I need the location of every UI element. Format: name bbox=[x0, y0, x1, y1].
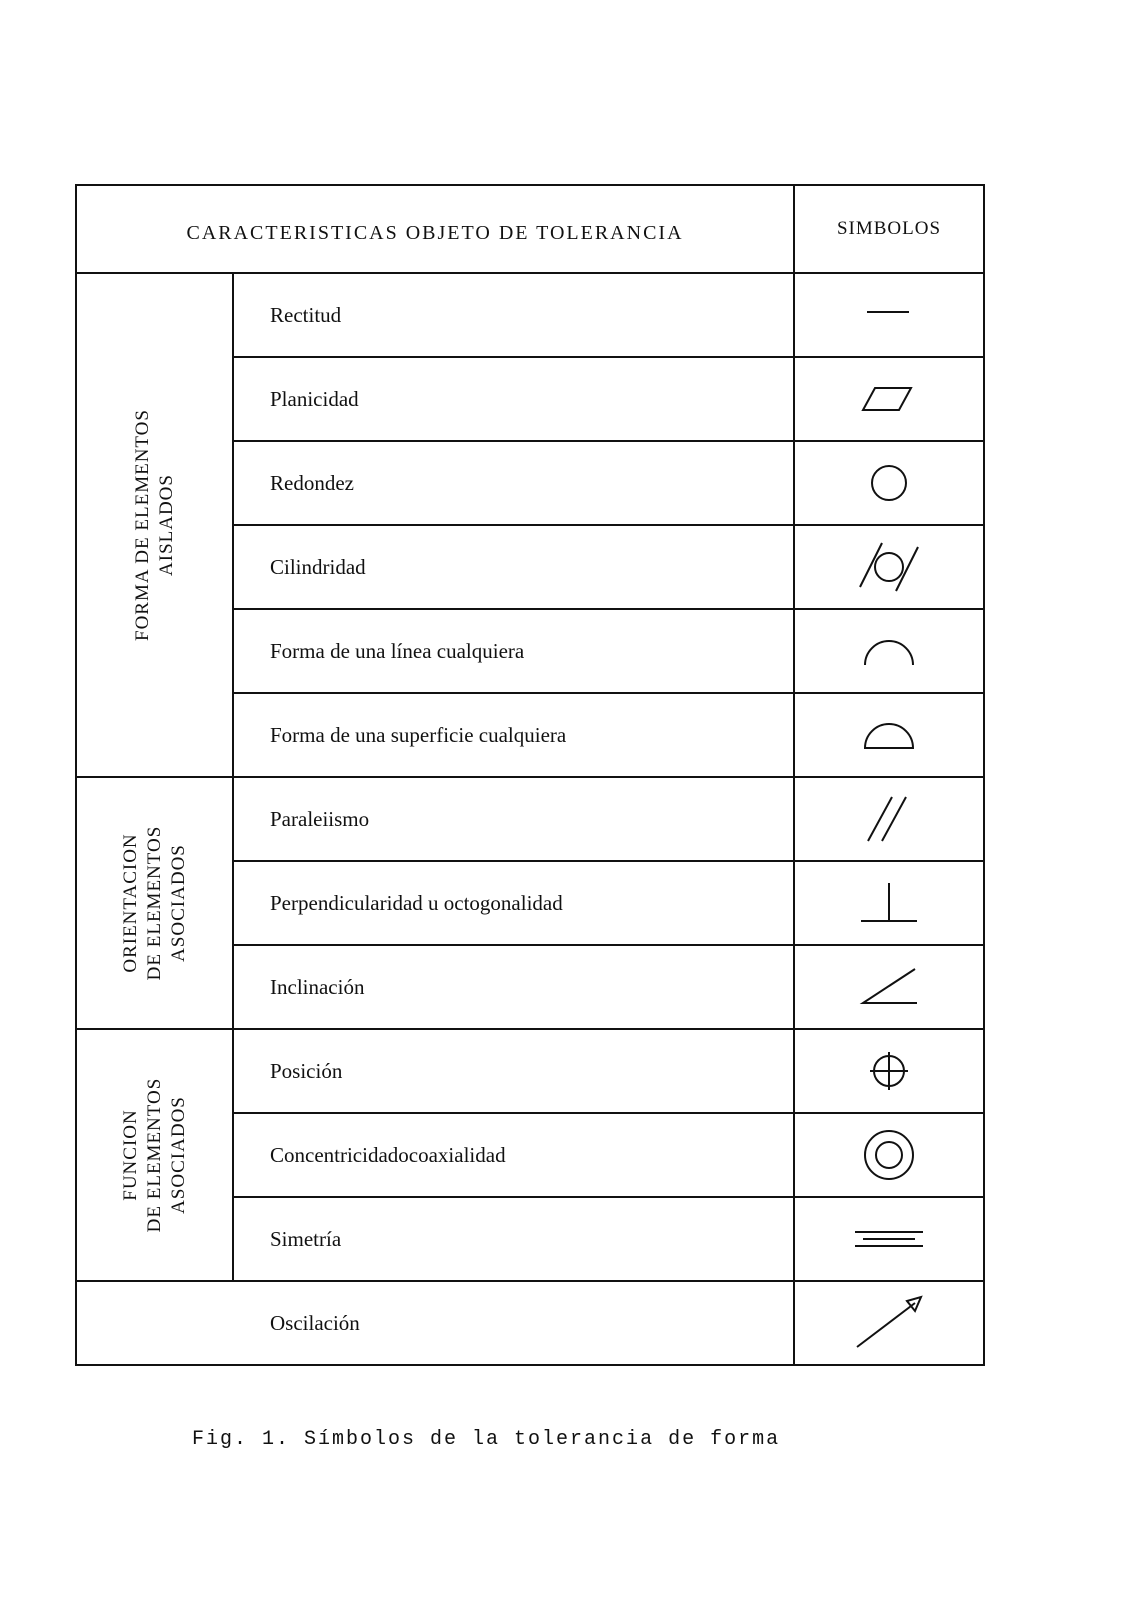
table-row bbox=[76, 777, 984, 861]
group-forma-label: FORMA DE ELEMENTOS AISLADOS bbox=[131, 409, 177, 641]
position-icon bbox=[794, 1029, 984, 1113]
characteristic-label: Oscilación bbox=[76, 1281, 794, 1365]
table-row bbox=[76, 273, 984, 357]
characteristic-label: Rectitud bbox=[233, 273, 794, 357]
concentricity-icon bbox=[794, 1113, 984, 1197]
angularity-icon bbox=[794, 945, 984, 1029]
characteristic-label: Forma de una línea cualquiera bbox=[233, 609, 794, 693]
characteristic-label: Inclinación bbox=[233, 945, 794, 1029]
group-forma bbox=[76, 273, 233, 777]
parallelism-icon bbox=[794, 777, 984, 861]
characteristic-label: Concentricidadocoaxialidad bbox=[233, 1113, 794, 1197]
characteristic-label: Paraleiismo bbox=[233, 777, 794, 861]
perpendicularity-icon bbox=[794, 861, 984, 945]
straightness-icon bbox=[794, 273, 984, 357]
figure-caption: Fig. 1. Símbolos de la tolerancia de forma bbox=[192, 1428, 781, 1451]
characteristic-label: Perpendicularidad u octogonalidad bbox=[233, 861, 794, 945]
table-header-row bbox=[76, 185, 984, 273]
characteristic-label: Redondez bbox=[233, 441, 794, 525]
group-orientacion bbox=[76, 777, 233, 1029]
symmetry-icon bbox=[794, 1197, 984, 1281]
group-funcion bbox=[76, 1029, 233, 1281]
characteristic-label: Planicidad bbox=[233, 357, 794, 441]
line-profile-icon bbox=[794, 609, 984, 693]
characteristic-label: Simetría bbox=[233, 1197, 794, 1281]
characteristic-label: Forma de una superficie cualquiera bbox=[233, 693, 794, 777]
flatness-icon bbox=[794, 357, 984, 441]
characteristic-label: Posición bbox=[233, 1029, 794, 1113]
cylindricity-icon bbox=[794, 525, 984, 609]
surface-profile-icon bbox=[794, 693, 984, 777]
tolerance-symbols-table bbox=[75, 184, 985, 1366]
table-row bbox=[76, 1281, 984, 1365]
header-symbols: SIMBOLOS bbox=[794, 185, 984, 273]
characteristic-label: Cilindridad bbox=[233, 525, 794, 609]
table-row bbox=[76, 1029, 984, 1113]
runout-icon bbox=[794, 1281, 984, 1365]
group-orientacion-label: ORIENTACION DE ELEMENTOS ASOCIADOS bbox=[119, 825, 189, 981]
group-funcion-label: FUNCION DE ELEMENTOS ASOCIADOS bbox=[119, 1077, 189, 1233]
header-characteristics: CARACTERISTICAS OBJETO DE TOLERANCIA bbox=[76, 185, 794, 273]
circularity-icon bbox=[794, 441, 984, 525]
